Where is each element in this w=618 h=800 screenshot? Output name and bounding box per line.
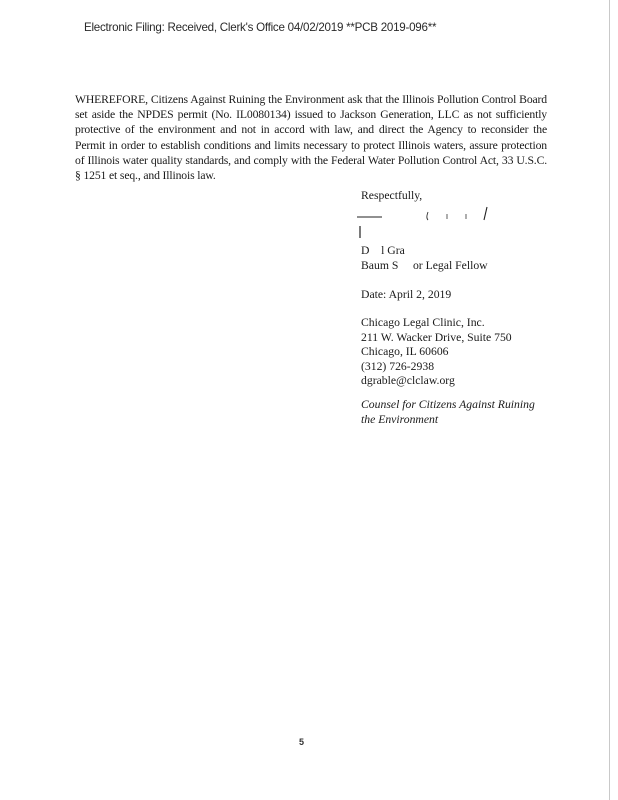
signature-stroke (484, 207, 487, 220)
address-organization: Chicago Legal Clinic, Inc. (361, 316, 485, 329)
electronic-filing-stamp: Electronic Filing: Received, Clerk's Office 04/02/2019 **PCB 2019-096** (84, 21, 437, 34)
signing-date: Date: April 2, 2019 (361, 288, 452, 301)
address-street: 211 W. Wacker Drive, Suite 750 (361, 330, 512, 344)
wherefore-paragraph: WHEREFORE, Citizens Against Ruining the Environment ask that the Illinois Pollution Control Board set aside the NPDES permit (No. IL0080134) issued to Jackson Generation, LLC as not sufficiently protective of the environment and not in accord with law, and direct the Agency to reconsider the Permit in order to establish conditions and limits necessary to protect Illinois waters, assure protection of Illinois water quality standards, and comply with the Federal Water Pollution Control Act, 33 U.S.C. § 1251 et seq., and Illinois law. (75, 93, 547, 183)
address-city: Chicago, IL 60606 (361, 345, 449, 358)
signer-title: Baum S or Legal Fellow (361, 259, 488, 272)
counsel-line: the Environment (361, 412, 439, 426)
signer-name: D l Gra (361, 244, 405, 257)
closing-salutation: Respectfully, (361, 189, 423, 202)
handwritten-signature (345, 201, 505, 241)
address-phone: (312) 726-2938 (361, 359, 435, 373)
address-block (361, 316, 512, 389)
signature-stroke (427, 212, 428, 220)
page-number: 5 (299, 737, 305, 747)
counsel-line: Counsel for Citizens Against Ruining (361, 398, 535, 411)
page-edge-line (609, 0, 610, 800)
counsel-designation (361, 398, 535, 427)
address-email: dgrable@clclaw.org (361, 374, 455, 387)
